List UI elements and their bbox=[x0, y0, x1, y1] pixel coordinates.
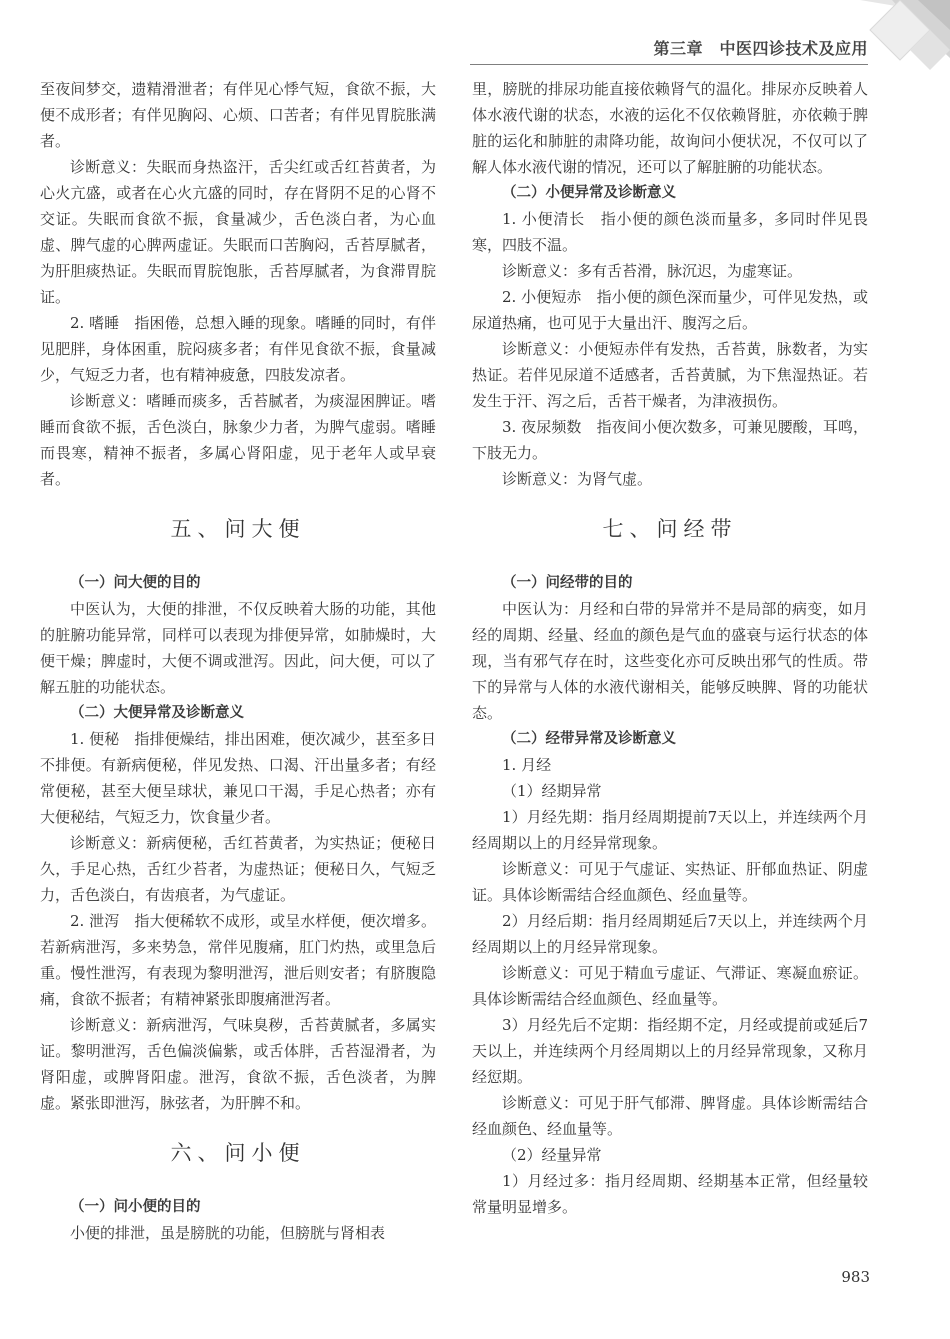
paragraph: 2. 小便短赤 指小便的颜色深而量少，可伴见发热，或尿道热痛，也可见于大量出汗、腹泻之后。 bbox=[472, 288, 868, 332]
paragraph: 诊断意义：可见于肝气郁滞、脾肾虚。具体诊断需结合经血颜色、经血量等。 bbox=[472, 1094, 868, 1138]
paragraph: 诊断意义：失眠而身热盗汗，舌尖红或舌红苔黄者，为心火亢盛，或者在心火亢盛的同时，存在肾阴不足的心肾不交证。失眠而食欲不振，食量减少，舌色淡白者，为心血虚、脾气虚的心脾两虚证。失眠而口苦胸闷，舌苔厚腻者，为肝胆痰热证。失眠而胃脘饱胀，舌苔厚腻者，为食滞胃脘证。 bbox=[40, 158, 436, 306]
paragraph: 诊断意义：小便短赤伴有发热，舌苔黄，脉数者，为实热证。若伴见尿道不适感者，舌苔黄腻，为下焦湿热证。若发生于汗、泻之后，舌苔干燥者，为津液损伤。 bbox=[472, 340, 868, 410]
subsection-heading: （一）问大便的目的 bbox=[70, 575, 201, 591]
paragraph: 1）月经过多：指月经周期、经期基本正常，但经量较常量明显增多。 bbox=[472, 1172, 868, 1216]
header-rule bbox=[470, 64, 868, 65]
paragraph: 诊断意义：嗜睡而痰多，舌苔腻者，为痰湿困脾证。嗜睡而食欲不振，舌色淡白，脉象少力者，为脾气虚弱。嗜睡而畏寒，精神不振者，多属心肾阳虚，见于老年人或早衰者。 bbox=[40, 392, 436, 488]
paragraph: 小便的排泄，虽是膀胱的功能，但膀胱与肾相表 bbox=[70, 1224, 386, 1242]
paragraph: 至夜间梦交，遗精滑泄者；有伴见心悸气短，食欲不振，大便不成形者；有伴见胸闷、心烦、口苦者；有伴见胃脘胀满者。 bbox=[40, 80, 436, 150]
right-column bbox=[472, 76, 868, 1220]
section-title: 七、问经带 bbox=[602, 517, 738, 541]
left-column bbox=[40, 76, 436, 1246]
paragraph: 中医认为，大便的排泄，不仅反映着大肠的功能，其他的脏腑功能异常，同样可以表现为排便异常，如肺燥时，大便干燥；脾虚时，大便不调或泄泻。因此，问大便，可以了解五脏的功能状态。 bbox=[40, 600, 436, 696]
paragraph: 诊断意义：新病便秘，舌红苔黄者，为实热证；便秘日久，手足心热，舌红少苔者，为虚热证；便秘日久，气短乏力，舌色淡白，有齿痕者，为气虚证。 bbox=[40, 834, 436, 904]
paragraph: 1. 月经 bbox=[502, 756, 552, 774]
paragraph: 2. 泄泻 指大便稀软不成形，或呈水样便，便次增多。若新病泄泻，多来势急，常伴见腹痛，肛门灼热，或里急后重。慢性泄泻，有表现为黎明泄泻，泄后则安者；有脐腹隐痛，食欲不振者；有精神紧张即腹痛泄泻者。 bbox=[40, 912, 436, 1008]
paragraph: 诊断意义：新病泄泻，气味臭秽，舌苔黄腻者，多属实证。黎明泄泻，舌色偏淡偏紫，或舌体胖，舌苔湿滑者，为肾阳虚，或脾肾阳虚。泄泻，食欲不振，舌色淡者，为脾虚。紧张即泄泻，脉弦者，为肝脾不和。 bbox=[40, 1016, 436, 1112]
paragraph: 诊断意义：为肾气虚。 bbox=[502, 470, 653, 488]
page-number: 983 bbox=[841, 1268, 870, 1286]
paragraph: 3. 夜尿频数 指夜间小便次数多，可兼见腰酸，耳鸣，下肢无力。 bbox=[472, 418, 868, 462]
subsection-heading: （二）小便异常及诊断意义 bbox=[502, 185, 676, 201]
running-header: 第三章 中医四诊技术及应用 bbox=[653, 39, 868, 58]
paragraph: 2. 嗜睡 指困倦，总想入睡的现象。嗜睡的同时，有伴见肥胖，身体困重，脘闷痰多者；有伴见食欲不振，食量减少，气短乏力者，也有精神疲惫，四肢发凉者。 bbox=[40, 314, 436, 384]
paragraph: 诊断意义：可见于气虚证、实热证、肝郁血热证、阴虚证。具体诊断需结合经血颜色、经血量等。 bbox=[472, 860, 868, 904]
paragraph: （1）经期异常 bbox=[502, 782, 602, 800]
paragraph: 1）月经先期：指月经周期提前7天以上，并连续两个月经周期以上的月经异常现象。 bbox=[472, 808, 868, 852]
paragraph: 1. 便秘 指排便燥结，排出困难，便次减少，甚至多日不排便。有新病便秘，伴见发热、口渴、汗出量多者；有经常便秘，甚至大便呈球状，兼见口干渴，手足心热者；亦有大便秘结，气短乏力，饮食量少者。 bbox=[40, 730, 436, 826]
subsection-heading: （二）经带异常及诊断意义 bbox=[502, 731, 676, 747]
paragraph: 诊断意义：可见于精血亏虚证、气滞证、寒凝血瘀证。具体诊断需结合经血颜色、经血量等。 bbox=[472, 964, 868, 1008]
paragraph: 里，膀胱的排尿功能直接依赖肾气的温化。排尿亦反映着人体水液代谢的状态，水液的运化不仅依赖肾脏，亦依赖于脾脏的运化和肺脏的肃降功能，故询问小便状况，不仅可以了解人体水液代谢的情况，还可以了解脏腑的功能状态。 bbox=[472, 80, 868, 176]
subsection-heading: （一）问经带的目的 bbox=[502, 575, 633, 591]
paragraph: 中医认为：月经和白带的异常并不是局部的病变，如月经的周期、经量、经血的颜色是气血的盛衰与运行状态的体现，当有邪气存在时，这些变化亦可反映出邪气的性质。带下的异常与人体的水液代谢相关，能够反映脾、肾的功能状态。 bbox=[472, 600, 868, 722]
paragraph: 诊断意义：多有舌苔滑，脉沉迟，为虚寒证。 bbox=[502, 262, 803, 280]
section-title: 六、问小便 bbox=[170, 1141, 306, 1165]
subsection-heading: （二）大便异常及诊断意义 bbox=[70, 705, 244, 721]
paragraph: 2）月经后期：指月经周期延后7天以上，并连续两个月经周期以上的月经异常现象。 bbox=[472, 912, 868, 956]
section-title: 五、问大便 bbox=[170, 517, 306, 541]
paragraph: （2）经量异常 bbox=[502, 1146, 602, 1164]
subsection-heading: （一）问小便的目的 bbox=[70, 1199, 201, 1215]
paragraph: 1. 小便清长 指小便的颜色淡而量多，多同时伴见畏寒，四肢不温。 bbox=[472, 210, 868, 254]
paragraph: 3）月经先后不定期：指经期不定，月经或提前或延后7天以上，并连续两个月经周期以上的月经异常现象，又称月经愆期。 bbox=[472, 1016, 868, 1086]
